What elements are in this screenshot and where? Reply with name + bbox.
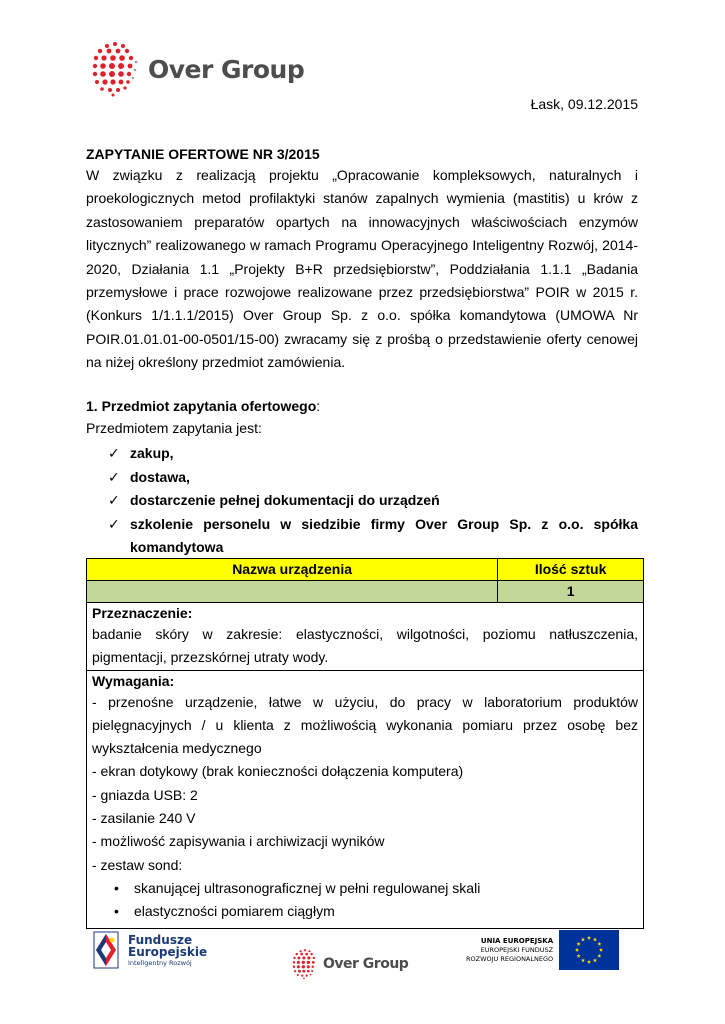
over-group-footer-logo: [292, 948, 408, 980]
checkmark-icon: ✓: [108, 445, 120, 461]
requirements-label: Wymagania:: [92, 672, 175, 689]
section-heading: [86, 398, 320, 414]
purpose-row: [87, 603, 644, 671]
eu-funds-line3: Inteligentny Rozwój: [128, 958, 192, 967]
probe-list: [92, 877, 638, 928]
checklist-item-text: dostawa,: [130, 468, 190, 485]
requirement-item: - zestaw sond:: [92, 856, 183, 873]
requirements-list: [92, 691, 638, 877]
requirements-cell: [87, 670, 644, 928]
place-date: Łask, 09.12.2015: [530, 96, 638, 112]
eu-union-line1: UNIA EUROPEJSKA: [480, 936, 554, 945]
intro-paragraph: W związku z realizacją projektu „Opracowanie kompleksowych, naturalnych i proekologicznych metod profilaktyki stanów zapalnych wymienia (mastitis) u krów z zastosowaniem preparatów opartych na innowacyjnych właściwościach enzymów litycznych” realizowanego w ramach Programu Operacyjnego Inteligentny Rozwój, 2014-2020, Działania 1.1 „Projekty B+R przedsiębiorstw”, Poddziałania 1.1.1 „Badania przemysłowe i prace rozwojowe realizowane przez przedsiębiorstwa” POIR w 2015 r. (Konkurs 1/1.1.1/2015) Over Group Sp. z o.o. spółka komandytowa (UMOWA Nr POIR.01.01.01-00-0501/15-00) zwracamy się z prośbą o przedstawienie oferty cenowej na niżej określony przedmiot zamówienia.: [86, 167, 638, 371]
checklist-item: [108, 466, 638, 490]
eu-union-line3: ROZWOJU REGIONALNEGO: [466, 954, 554, 963]
logo-wordmark: Over Group: [148, 54, 305, 84]
eu-union-line2: EUROPEJSKI FUNDUSZ: [480, 945, 554, 954]
bullet-icon: •: [114, 879, 119, 896]
bullet-icon: •: [114, 903, 119, 920]
over-group-logo: [92, 40, 304, 98]
column-header-device-name: Nazwa urządzenia: [87, 559, 498, 581]
table-header-row: [87, 559, 644, 581]
section-heading-text: 1. Przedmiot zapytania ofertowego: [86, 398, 317, 414]
requirement-item: - możliwość zapisywania i archiwizacji wyników: [92, 833, 385, 850]
probe-item-text: skanującej ultrasonograficznej w pełni regulowanej skali: [134, 879, 481, 896]
probe-item-text: elastyczności pomiarem ciągłym: [134, 903, 335, 920]
checklist-item-text: szkolenie personelu w siedzibie firmy Over Group Sp. z o.o. spółka komandytowa: [130, 515, 638, 555]
checkmark-icon: ✓: [108, 468, 120, 485]
eu-funds-emblem-icon: [92, 930, 120, 970]
requirement-item: - zasilanie 240 V: [92, 810, 196, 827]
purpose-cell: [87, 603, 644, 671]
quantity-cell: 1: [498, 581, 644, 603]
requirement-item: - ekran dotykowy (brak konieczności dołączenia komputera): [92, 763, 464, 780]
purpose-text: badanie skóry w zakresie: elastyczności, wilgotności, poziomu natłuszczenia, pigmentacji, przezskórnej utraty wody.: [92, 626, 638, 666]
checklist-item: [108, 513, 638, 560]
eu-flag-icon: [559, 930, 619, 970]
probe-item: [114, 900, 638, 923]
requirement-item: - przenośne urządzenie, łatwe w użyciu, do pracy w laboratorium produktów pielęgnacyjnych / u klienta z możliwością wykonania pomiaru przez osobę bez wykształcenia medycznego: [92, 693, 638, 757]
requirements-row: [87, 670, 644, 928]
footer-logo-wordmark: Over Group: [323, 956, 409, 972]
table-quantity-row: [87, 581, 644, 603]
eu-funds-line1: Fundusze: [128, 932, 193, 947]
checklist-item: [108, 489, 638, 513]
eu-union-text: [466, 937, 553, 964]
document-title: ZAPYTANIE OFERTOWE NR 3/2015: [86, 146, 320, 162]
section-heading-colon: :: [316, 398, 321, 414]
checklist-item-text: dostarczenie pełnej dokumentacji do urządzeń: [130, 492, 440, 508]
dotted-sphere-icon: [92, 40, 138, 98]
scope-checklist: [108, 442, 638, 560]
purpose-label: Przeznaczenie:: [92, 605, 193, 621]
checklist-item-text: zakup,: [130, 445, 174, 461]
column-header-quantity: Ilość sztuk: [498, 559, 644, 581]
section-subheading: Przedmiotem zapytania jest:: [86, 420, 262, 436]
eu-funds-line2: Europejskie: [128, 944, 208, 959]
checkmark-icon: ✓: [108, 492, 120, 508]
device-spec-table: [86, 558, 644, 929]
fundusze-europejskie-logo: [92, 930, 207, 970]
dotted-sphere-icon: [292, 948, 318, 980]
eu-funds-text: [128, 934, 207, 967]
requirement-item: - gniazda USB: 2: [92, 786, 198, 803]
checklist-item: [108, 442, 638, 466]
unia-europejska-logo: [466, 930, 619, 970]
probe-item: [114, 877, 638, 900]
checkmark-icon: ✓: [108, 515, 120, 532]
device-name-cell: [87, 581, 498, 603]
